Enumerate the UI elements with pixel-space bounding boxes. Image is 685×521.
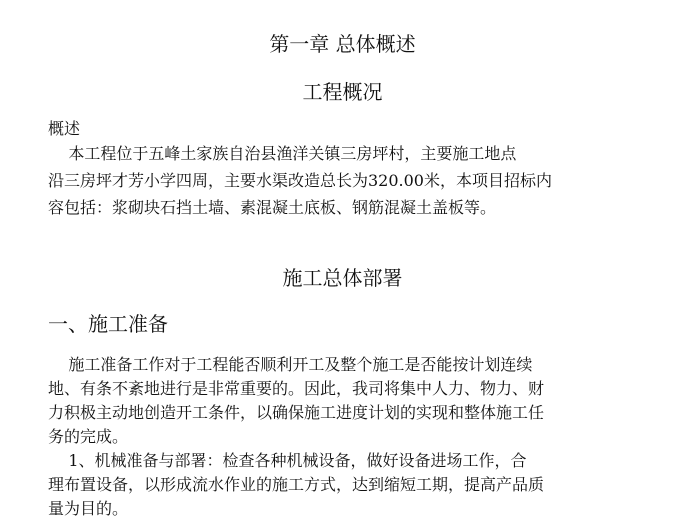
- paragraph-line: 理布置设备，以形成流水作业的施工方式，达到缩短工期，提高产品质: [48, 475, 545, 494]
- chapter-title: 第一章 总体概述: [269, 32, 416, 56]
- machinery-paragraph: [48, 449, 658, 521]
- section-heading-engineering-overview: 工程概况: [302, 80, 383, 104]
- paragraph-line: 本工程位于五峰土家族自治县渔洋关镇三房坪村，主要施工地点: [48, 144, 517, 163]
- paragraph-line: 容包括：浆砌块石挡土墙、素混凝土底板、钢筋混凝土盖板等。: [48, 198, 497, 217]
- section-heading-deployment: 施工总体部署: [282, 266, 403, 290]
- subsection-heading-preparation: 一、施工准备: [48, 312, 168, 336]
- paragraph-line: 地、有条不紊地进行是非常重要的。因此，我司将集中人力、物力、财: [48, 379, 545, 398]
- paragraph-line: 1、机械准备与部署：检查各种机械设备，做好设备进场工作，合: [48, 451, 527, 470]
- paragraph-line: 施工准备工作对于工程能否顺利开工及整个施工是否能按计划连续: [48, 355, 533, 374]
- paragraph-line: 务的完成。: [48, 427, 129, 446]
- paragraph-line: 量为目的。: [48, 499, 129, 518]
- paragraph-line: 力积极主动地创造开工条件，以确保施工进度计划的实现和整体施工任: [48, 403, 545, 422]
- preparation-paragraph: [48, 353, 658, 449]
- overview-paragraph: [48, 140, 658, 221]
- overview-label: 概述: [48, 119, 81, 138]
- paragraph-line: 沿三房坪才芳小学四周，主要水渠改造总长为320.00米，本项目招标内: [48, 171, 552, 190]
